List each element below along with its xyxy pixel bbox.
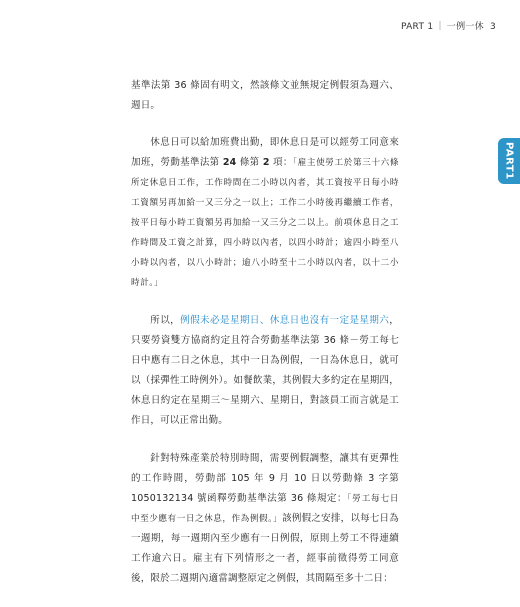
- paragraph-1: [131, 76, 399, 116]
- paragraph-3-text-2: ，只要勞資雙方協商約定且符合勞動基準法第 36 條－勞工每七日中應有二日之休息，其中一日為例假，一日為休息日，就可以（採彈性工時例外）。如餐飲業，其例假大多約定在星期四，休息日約定在星期三～星期六、星期日，對該員工而言就是工作日，可以正常出勤。: [131, 315, 399, 426]
- paragraph-3-text-1: 所以，: [150, 315, 181, 326]
- paragraph-4-text-1: 針對特殊產業於特別時間，需要例假調整，讓其有更彈性的工作時間，勞動部 105 年 9 月 10 日以勞動條 3 字第 1050132134 號函釋勞動基準法第 36 條規定：: [131, 453, 399, 504]
- part-side-tab: [498, 138, 520, 184]
- paragraph-3: [131, 311, 399, 431]
- law-quote: 「雇主使勞工於第三十六條所定休息日工作，工作時間在二小時以內者，其工資按平日每小時工資額另再加給一又三分之一以上；工作二小時後再繼續工作者，按平日每小時工資額另再加給一又三分之二以上。前項休息日之工作時間及工資之計算，四小時以內者，以四小時計；逾四小時至八小時以內者，以八小時計；逾八小時至十二小時以內者，以十二小時計。」: [131, 158, 399, 288]
- page-number: 3: [489, 22, 496, 32]
- paragraph-1-text: 基準法第 36 條固有明文，然該條文並無規定例假須為週六、週日。: [131, 80, 399, 111]
- item-number: 2: [262, 157, 270, 168]
- header-separator: ｜: [435, 22, 445, 32]
- body-text: [131, 76, 399, 607]
- running-header: [401, 19, 496, 32]
- paragraph-4: [131, 449, 399, 589]
- paragraph-2-text-3: 項：: [269, 157, 293, 168]
- highlighted-phrase: 例假未必是星期日、休息日也沒有一定是星期六: [180, 315, 390, 326]
- article-number: 24: [222, 157, 237, 168]
- paragraph-2-text-2: 條第: [236, 157, 263, 168]
- paragraph-2-text-1: 休息日可以給加班費出勤，即休息日是可以經勞工同意來加班，勞動基準法第: [131, 137, 399, 168]
- paragraph-4-text-2: 該例假之安排，以每七日為一週期，每一週期內至少應有一日例假，原則上勞工不得連續工作逾六日。雇主有下列情形之一者，經事前徵得勞工同意後，限於二週期內適當調整原定之例假，其間隔至多十二日：: [131, 513, 400, 584]
- side-tab-label: PART1: [503, 142, 515, 180]
- paragraph-2: [131, 133, 399, 293]
- part-label: PART 1: [400, 22, 434, 32]
- chapter-title: 一例一休: [446, 22, 484, 32]
- ministry-quote: 「勞工每七日中至少應有一日之休息，作為例假。」: [131, 494, 399, 524]
